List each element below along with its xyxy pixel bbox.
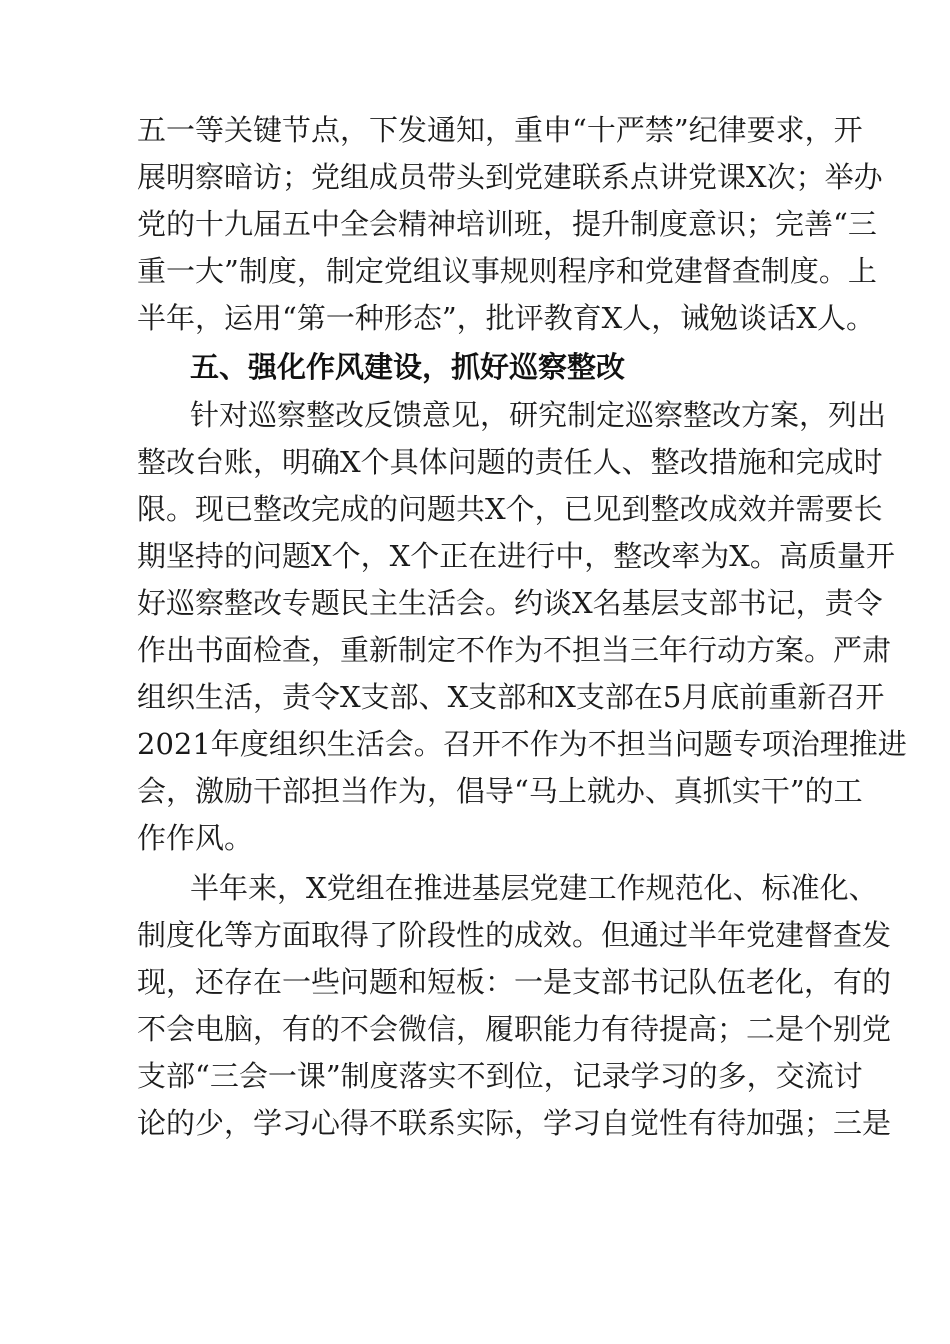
paragraph-2-line-3: 限。现已整改完成的问题共X个，已见到整改成效并需要长 [137,492,883,526]
paragraph-3-line-1: 半年来，X党组在推进基层党建工作规范化、标准化、 [190,871,878,905]
paragraph-2-line-7: 组织生活，责令X支部、X支部和X支部在5月底前重新召开 [137,680,885,714]
paragraph-1-line-4: 重一大”制度，制定党组议事规则程序和党建督查制度。上 [137,254,877,288]
paragraph-3-line-6: 论的少，学习心得不联系实际，学习自觉性有待加强；三是 [137,1106,892,1140]
paragraph-3-line-4: 不会电脑，有的不会微信，履职能力有待提高；二是个别党 [137,1012,892,1046]
paragraph-1-line-3: 党的十九届五中全会精神培训班，提升制度意识；完善“三 [137,207,877,241]
paragraph-1-line-1: 五一等关键节点，下发通知，重申“十严禁”纪律要求，开 [137,113,863,147]
paragraph-2-line-10: 作作风。 [137,821,254,855]
paragraph-3-line-3: 现，还存在一些问题和短板：一是支部书记队伍老化，有的 [137,965,892,999]
paragraph-2-line-6: 作出书面检查，重新制定不作为不担当三年行动方案。严肃 [137,633,892,667]
paragraph-2-line-2: 整改台账，明确X个具体问题的责任人、整改措施和完成时 [137,445,883,479]
paragraph-1-line-2: 展明察暗访；党组成员带头到党建联系点讲党课X次；举办 [137,160,883,194]
paragraph-2-line-8: 2021年度组织生活会。召开不作为不担当问题专项治理推进 [137,727,907,761]
section-heading-5: 五、强化作风建设，抓好巡察整改 [190,350,626,384]
paragraph-1-line-5: 半年，运用“第一种形态”，批评教育X人，诫勉谈话X人。 [137,301,875,335]
paragraph-2-line-4: 期坚持的问题X个，X个正在进行中，整改率为X。高质量开 [137,539,895,573]
paragraph-2-line-9: 会，激励干部担当作为，倡导“马上就办、真抓实干”的工 [137,774,863,808]
paragraph-2-line-5: 好巡察整改专题民主生活会。约谈X名基层支部书记，责令 [137,586,883,620]
paragraph-3-line-2: 制度化等方面取得了阶段性的成效。但通过半年党建督查发 [137,918,892,952]
paragraph-3-line-5: 支部“三会一课”制度落实不到位，记录学习的多，交流讨 [137,1059,863,1093]
paragraph-2-line-1: 针对巡察整改反馈意见，研究制定巡察整改方案，列出 [190,398,887,432]
